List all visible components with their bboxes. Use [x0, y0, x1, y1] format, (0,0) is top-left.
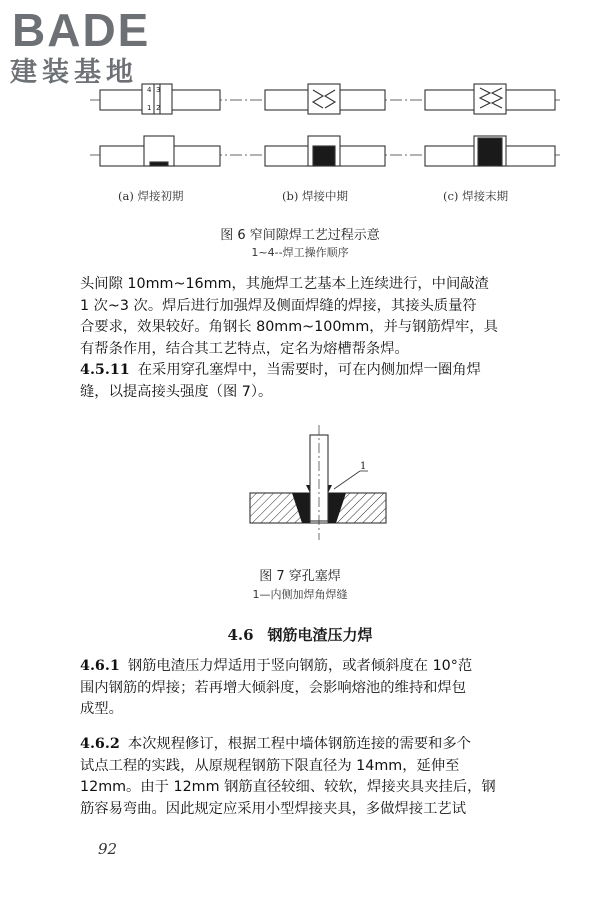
figure-7-note: 1—内侧加焊角焊缝 [252, 588, 348, 601]
figure-7-callout: 1 [360, 461, 367, 472]
text-line: 合要求，效果较好。角钢长 80mm~100mm，并与钢筋焊牢，具 [80, 319, 498, 335]
figure-7-drawing [248, 425, 388, 545]
brand-logo-text: BADE [12, 4, 151, 56]
clause-4-5-11 [80, 360, 576, 403]
figure-6-title: 图 6 窄间隙焊工艺过程示意 [220, 228, 380, 243]
figure-6-mark: 2 [156, 104, 161, 112]
figure-6-caption-c: (c) 焊接末期 [443, 189, 509, 203]
figure-7-title: 图 7 穿孔塞焊 [259, 569, 341, 584]
text-line: 缝，以提高接头强度（图 7）。 [80, 383, 273, 400]
clause-4-6-2 [80, 734, 576, 820]
brand-logo [12, 6, 150, 54]
text-line: 在采用穿孔塞焊中，当需要时，可在内侧加焊一圈角焊 [137, 362, 481, 378]
figure-6-drawing [90, 80, 560, 205]
text-line: 1 次~3 次。焊后进行加强焊及侧面焊缝的焊接，其接头质量符 [80, 297, 477, 314]
clause-number: 4.6.2 [80, 736, 120, 752]
figure-6-mark: 4 [147, 86, 152, 94]
clause-number: 4.5.11 [80, 362, 130, 378]
section-number: 4.6 [227, 626, 254, 644]
paragraph-continuation [80, 274, 576, 360]
page-number: 92 [98, 840, 118, 858]
section-title: 钢筋电渣压力焊 [267, 626, 373, 644]
text-line: 钢筋电渣压力焊适用于竖向钢筋，或者倾斜度在 10°范 [127, 658, 473, 674]
figure-6-note: 1~4--焊工操作顺序 [251, 246, 349, 259]
figure-6-mark: 1 [147, 104, 152, 112]
clause-4-6-1 [80, 656, 576, 721]
text-line: 筋容易弯曲。因此规定应采用小型焊接夹具，多做焊接工艺试 [80, 800, 467, 817]
figure-6-caption-a: (a) 焊接初期 [118, 189, 184, 203]
text-line: 头间隙 10mm~16mm，其施焊工艺基本上连续进行，中间敲渣 [80, 276, 489, 292]
section-heading [0, 624, 600, 645]
text-line: 成型。 [80, 701, 123, 717]
figure-6-caption-b: (b) 焊接中期 [282, 189, 348, 203]
brand-subtitle: 建装基地 [10, 57, 138, 88]
text-line: 试点工程的实践，从原规程钢筋下限直径为 14mm，延伸至 [80, 757, 460, 774]
text-line: 围内钢筋的焊接；若再增大倾斜度，会影响熔池的维持和焊包 [80, 679, 467, 696]
text-line: 本次规程修订，根据工程中墙体钢筋连接的需要和多个 [127, 736, 471, 752]
figure-6-mark: 3 [156, 86, 161, 94]
text-line: 有帮条作用，结合其工艺特点，定名为熔槽帮条焊。 [80, 340, 409, 357]
clause-number: 4.6.1 [80, 658, 120, 674]
text-line: 12mm。由于 12mm 钢筋直径较细、较软，焊接夹具夹挂后，钢 [80, 779, 496, 795]
